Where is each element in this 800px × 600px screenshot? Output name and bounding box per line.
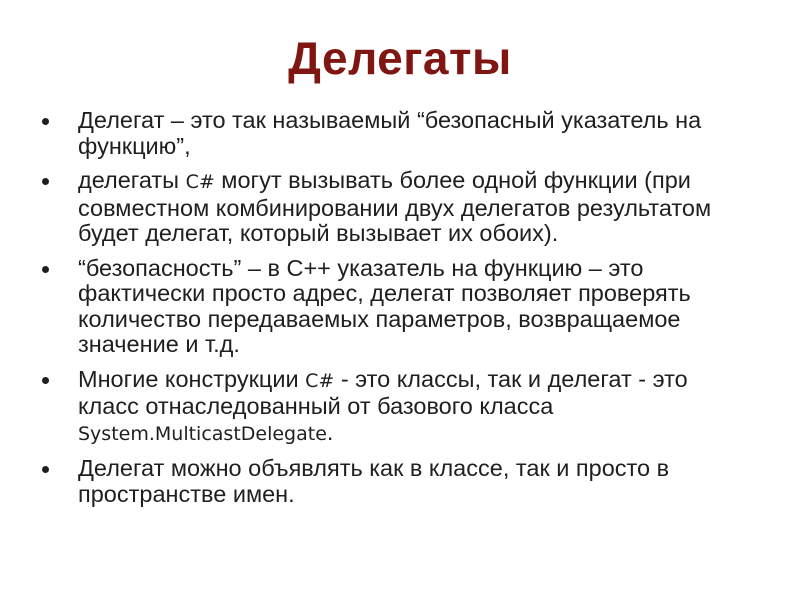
code-text: System.MulticastDelegate: [78, 422, 327, 445]
code-text: C#: [185, 171, 215, 193]
bullet-item: [42, 456, 754, 507]
bullet-dot-icon: [42, 118, 49, 125]
bullet-dot-icon: [42, 466, 49, 473]
bullet-list: [42, 108, 754, 516]
bullet-text: - это классы, так и делегат - это класс отнаследованный от базового класса: [78, 365, 688, 419]
bullet-dot-icon: [42, 377, 49, 384]
bullet-text: Многие конструкции: [78, 365, 306, 392]
bullet-dot-icon: [42, 266, 49, 273]
slide-title: Делегаты: [288, 32, 512, 84]
code-text: C#: [305, 369, 335, 392]
bullet-text: могут вызывать более одной функции (при совместном комбинировании двух делегатов результатом будет делегат, который вызывает их обоих).: [78, 167, 712, 246]
bullet-text: .: [326, 418, 334, 445]
bullet-item: [42, 256, 754, 358]
bullet-dot-icon: [42, 178, 49, 185]
bullet-item: [42, 367, 754, 448]
bullet-item: [42, 108, 754, 159]
bullet-text: Делегат – это так называемый “безопасный указатель на функцию”,: [78, 107, 702, 159]
bullet-text: делегаты: [78, 167, 186, 193]
bullet-text: Делегат можно объявлять как в классе, так и просто в пространстве имен.: [78, 455, 670, 507]
bullet-text: “безопасность” – в С++ указатель на функцию – это фактически просто адрес, делегат позволяет проверять количество передаваемых параметров, возвращаемое значение и т.д.: [78, 254, 691, 357]
bullet-item: [42, 168, 754, 247]
